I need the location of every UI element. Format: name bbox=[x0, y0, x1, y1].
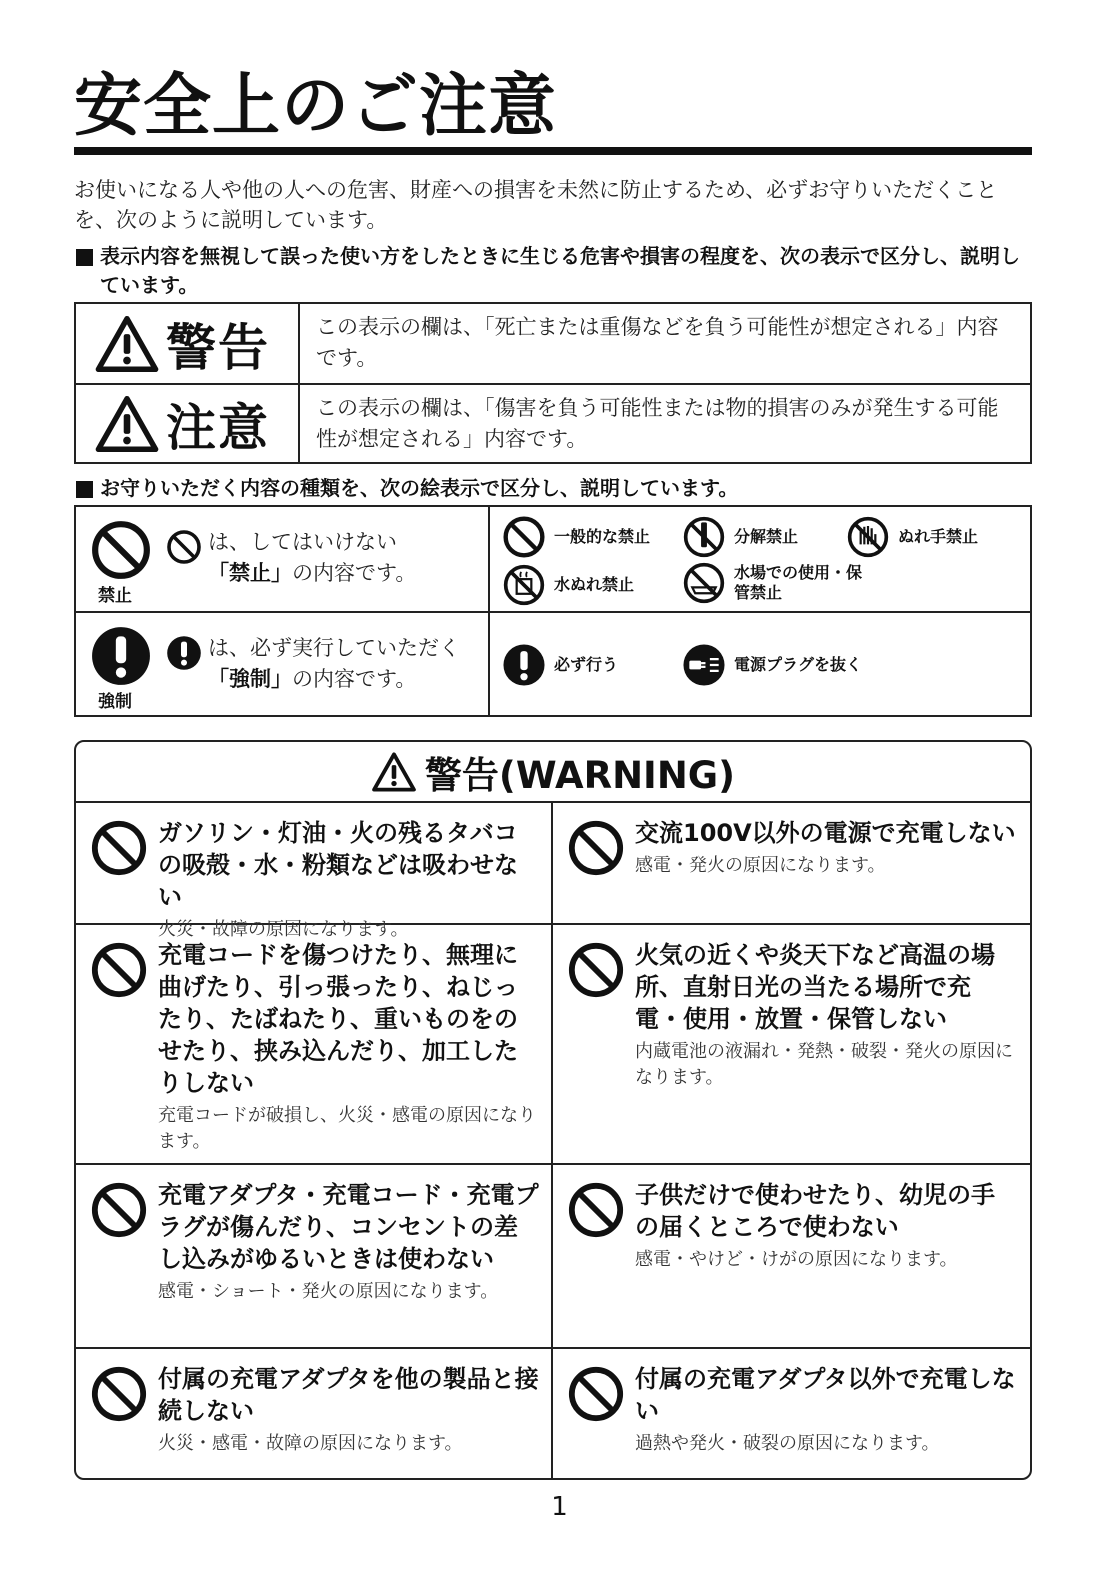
bullet-square bbox=[76, 481, 93, 498]
pictogram-unplug bbox=[682, 643, 862, 687]
signal-word: 注意 bbox=[166, 398, 270, 457]
no-wet-hands-icon bbox=[846, 515, 890, 559]
pictogram-general-prohibition bbox=[502, 515, 650, 559]
pictogram-table bbox=[74, 505, 1032, 717]
warning-box bbox=[74, 740, 1032, 1480]
pictogram-legend-cell bbox=[76, 507, 490, 611]
prohibition-icon bbox=[567, 1365, 625, 1423]
must-do-icon bbox=[502, 643, 546, 687]
warning-cell-note: 充電コードが破損し、火災・感電の原因になります。 bbox=[158, 1105, 536, 1152]
pictogram-label: ぬれ手禁止 bbox=[898, 527, 979, 546]
mandatory-desc-suffix: の内容です。 bbox=[292, 667, 417, 691]
section-heading-signals bbox=[74, 242, 1034, 300]
warning-cell-title: 交流100V以外の電源で充電しない bbox=[635, 819, 1016, 847]
warning-cell bbox=[553, 925, 1030, 1163]
warning-cell bbox=[553, 1165, 1030, 1347]
no-water-icon bbox=[502, 563, 546, 607]
prohibition-desc-line1: は、してはいけない bbox=[208, 530, 397, 554]
mandatory-icon bbox=[90, 625, 152, 687]
signal-description: この表示の欄は、「死亡または重傷などを負う可能性が想定される」内容です。 bbox=[316, 315, 999, 370]
prohibition-desc-line2 bbox=[208, 558, 416, 589]
warning-cell bbox=[76, 803, 553, 940]
section-heading-pictograms bbox=[74, 474, 1034, 503]
signal-description: この表示の欄は、「傷害を負う可能性または物的損害のみが発生する可能性が想定される」内容です。 bbox=[316, 396, 999, 451]
pictogram-no-wet-hands bbox=[846, 515, 978, 559]
pictogram-examples-cell bbox=[490, 507, 1030, 611]
caution-triangle-icon bbox=[94, 394, 160, 454]
pictogram-label: 水ぬれ禁止 bbox=[554, 575, 635, 594]
pictogram-label: 電源プラグを抜く bbox=[734, 655, 863, 674]
intro-text: お使いになる人や他の人への危害、財産への損害を未然に防止するため、必ずお守りいただくことを、次のように説明しています。 bbox=[74, 178, 998, 232]
prohibition-icon bbox=[567, 819, 625, 877]
warning-cell bbox=[553, 1349, 1030, 1479]
warning-cell-note: 火災・故障の原因になります。 bbox=[158, 919, 409, 940]
warning-cell bbox=[76, 1349, 553, 1479]
mandatory-desc-line1: は、必ず実行していただく bbox=[208, 636, 460, 660]
bullet-square bbox=[76, 249, 93, 266]
prohibition-icon bbox=[567, 1181, 625, 1239]
warning-cell-title: 充電コードを傷つけたり、無理に曲げたり、引っ張ったり、ねじったり、たばねたり、重いものをのせたり、挟み込んだり、加工したりしない bbox=[158, 941, 518, 1097]
page-title: 安全上のご注意 bbox=[74, 67, 558, 146]
prohibition-description bbox=[208, 527, 416, 589]
prohibition-icon bbox=[90, 519, 152, 581]
warning-header bbox=[76, 742, 1030, 803]
pictogram-row-mandatory bbox=[76, 611, 1030, 715]
signal-row-caution bbox=[76, 383, 1030, 462]
warning-row bbox=[76, 1347, 1030, 1479]
warning-cell-note: 感電・ショート・発火の原因になります。 bbox=[158, 1281, 499, 1302]
warning-cell-note: 感電・発火の原因になります。 bbox=[635, 855, 886, 876]
pictogram-no-water bbox=[502, 563, 634, 607]
warning-cell-title: ガソリン・灯油・火の残るタバコの吸殻・水・粉類などは吸わせない bbox=[158, 819, 518, 911]
section-heading-signals-text: 表示内容を無視して誤った使い方をしたときに生じる危害や損害の程度を、次の表示で区分し、説明しています。 bbox=[100, 244, 1020, 297]
warning-cell-note: 内蔵電池の液漏れ・発熱・破裂・発火の原因になります。 bbox=[635, 1041, 1013, 1088]
prohibition-icon bbox=[567, 941, 625, 999]
warning-cell-note: 火災・感電・故障の原因になります。 bbox=[158, 1433, 463, 1454]
prohibition-icon bbox=[90, 1365, 148, 1423]
mandatory-description bbox=[208, 633, 460, 695]
warning-row bbox=[76, 1163, 1030, 1347]
general-prohibition-icon bbox=[502, 515, 546, 559]
signal-word: 警告 bbox=[166, 318, 270, 377]
prohibition-small-icon bbox=[166, 529, 202, 565]
prohibition-desc-suffix: の内容です。 bbox=[292, 561, 417, 585]
mandatory-desc-line2 bbox=[208, 664, 460, 695]
warning-cell-title: 付属の充電アダプタ以外で充電しない bbox=[635, 1365, 1016, 1425]
no-disassembly-icon bbox=[682, 515, 726, 559]
signal-word-table bbox=[74, 302, 1032, 464]
pictogram-examples-cell bbox=[490, 613, 1030, 715]
warning-cell-title: 付属の充電アダプタを他の製品と接続しない bbox=[158, 1365, 539, 1425]
pictogram-legend-cell bbox=[76, 613, 490, 715]
warning-cell-note: 過熱や発火・破裂の原因になります。 bbox=[635, 1433, 940, 1454]
mandatory-desc-strong: 「強制」 bbox=[208, 667, 292, 691]
pictogram-no-disassembly bbox=[682, 515, 798, 559]
warning-cell-title: 子供だけで使わせたり、幼児の手の届くところで使わない bbox=[635, 1181, 995, 1241]
prohibition-desc-strong: 「禁止」 bbox=[208, 561, 292, 585]
pictogram-label: 一般的な禁止 bbox=[554, 527, 651, 546]
warning-cell-title: 火気の近くや炎天下など高温の場所、直射日光の当たる場所で充電・使用・放置・保管しない bbox=[635, 941, 995, 1033]
signal-label-cell bbox=[76, 304, 300, 383]
pictogram-label: 水場での使用・保管禁止 bbox=[734, 563, 863, 602]
warning-cell bbox=[553, 803, 1030, 923]
signal-label-cell bbox=[76, 385, 300, 462]
mandatory-small-icon bbox=[166, 635, 202, 671]
prohibition-caption: 禁止 bbox=[98, 586, 132, 606]
warning-cell-title: 充電アダプタ・充電コード・充電プラグが傷んだり、コンセントの差し込みがゆるいときは使わない bbox=[158, 1181, 539, 1273]
title-rule bbox=[74, 147, 1032, 155]
section-heading-pictograms-text: お守りいただく内容の種類を、次の絵表示で区分し、説明しています。 bbox=[100, 476, 739, 500]
mandatory-caption: 強制 bbox=[98, 692, 132, 712]
pictogram-label: 分解禁止 bbox=[734, 527, 799, 546]
warning-header-text: 警告(WARNING) bbox=[424, 753, 736, 797]
warning-cell-note: 感電・やけど・けがの原因になります。 bbox=[635, 1249, 958, 1270]
prohibition-icon bbox=[90, 941, 148, 999]
warning-row bbox=[76, 923, 1030, 1163]
pictogram-no-bathroom bbox=[682, 561, 882, 605]
pictogram-label: 必ず行う bbox=[554, 655, 619, 674]
warning-grid bbox=[76, 803, 1030, 1479]
warning-cell bbox=[76, 1165, 553, 1347]
warning-triangle-icon bbox=[94, 314, 160, 374]
unplug-icon bbox=[682, 643, 726, 687]
pictogram-row-prohibit bbox=[76, 507, 1030, 611]
page-number: 1 bbox=[551, 1492, 568, 1522]
prohibition-icon bbox=[90, 1181, 148, 1239]
signal-row-warning bbox=[76, 304, 1030, 383]
warning-row bbox=[76, 803, 1030, 940]
prohibition-icon bbox=[90, 819, 148, 877]
warning-triangle-icon bbox=[371, 751, 417, 793]
pictogram-must-do bbox=[502, 643, 618, 687]
warning-cell bbox=[76, 925, 553, 1163]
no-bathroom-use-icon bbox=[682, 561, 726, 605]
